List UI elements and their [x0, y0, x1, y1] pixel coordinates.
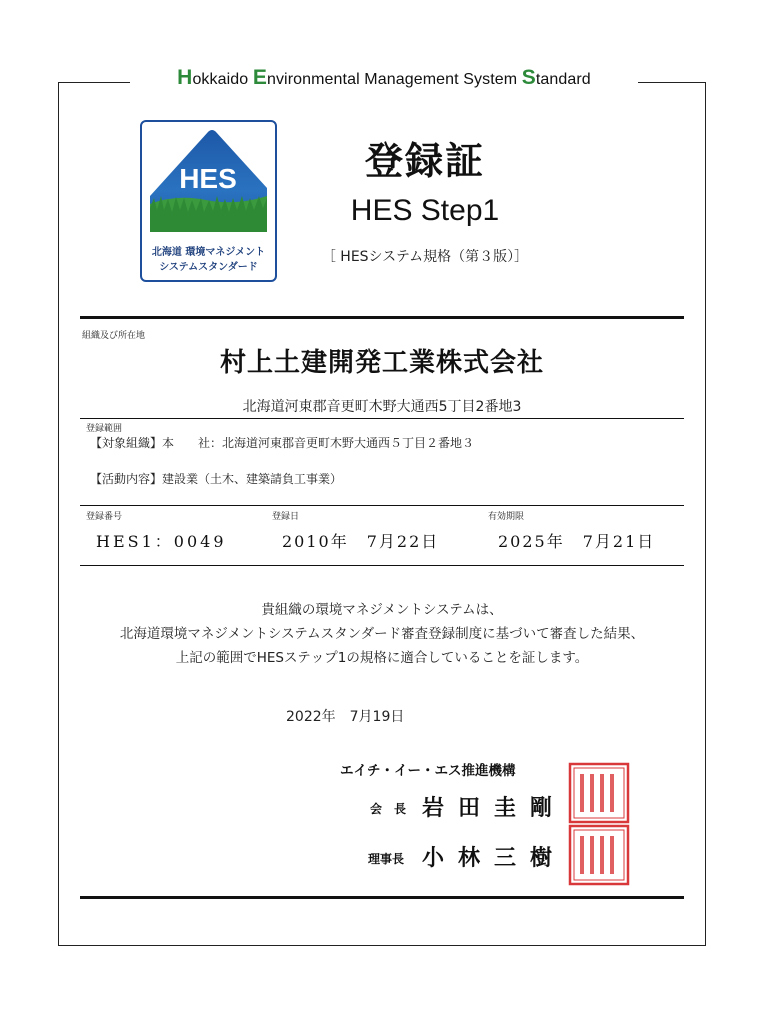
header-title-part-3: Standard — [521, 66, 591, 89]
hes-mountain-icon — [146, 126, 271, 236]
organization-label: 組織及び所在地 — [82, 331, 146, 341]
divider-footer — [80, 896, 684, 899]
organization-seal — [568, 762, 630, 886]
logo-text-line1: 北海道 環境マネジメント — [151, 247, 266, 258]
issue-date: 2022年 7月19日 — [286, 709, 405, 725]
divider-scope — [80, 418, 684, 419]
scope-target-line: 【対象組織】本 社：北海道河東郡音更町木野大通西５丁目２番地３ — [90, 436, 475, 450]
statement-line-3: 上記の範囲でHESステップ1の規格に適合していることを証します。 — [175, 650, 589, 666]
president-role: 会 長 — [370, 802, 407, 816]
standard-version: ［ HESシステム規格（第３版）］ — [321, 249, 529, 265]
chair-role: 理事長 — [368, 852, 405, 866]
logo-text-line2: システムスタンダード — [159, 262, 258, 273]
expiry-date-label: 有効期限 — [488, 512, 525, 522]
expiry-date: 2025年 7月21日 — [498, 532, 656, 551]
divider-bottom-registration — [80, 565, 684, 566]
registration-number: HES1：0049 — [96, 532, 227, 551]
organization-name: 村上土建開発工業株式会社 — [219, 348, 544, 378]
header-title-part-2: Environmental Management System — [252, 66, 522, 89]
registration-date: 2010年 7月22日 — [282, 532, 440, 551]
statement-line-2: 北海道環境マネジメントシステムスタンダード審査登録制度に基づいて審査した結果、 — [119, 626, 645, 642]
registration-number-label: 登録番号 — [86, 512, 123, 522]
certificate-subtitle: HES Step1 — [350, 194, 500, 227]
organization-address: 北海道河東郡音更町木野大通西5丁目2番地3 — [242, 399, 522, 415]
hes-logo — [140, 120, 277, 282]
header-title-part-1: Hokkaido — [177, 66, 253, 89]
registration-date-label: 登録日 — [272, 512, 300, 522]
hes-logo-mark: HES — [179, 163, 237, 194]
issuing-organization: エイチ・イー・エス推進機構 — [340, 763, 516, 779]
divider-registration — [80, 505, 684, 506]
header-title — [130, 66, 638, 90]
president-name: 岩田圭剛 — [422, 795, 567, 821]
certification-statement — [80, 598, 684, 670]
certificate-title: 登録証 — [364, 138, 485, 183]
divider-top — [80, 316, 684, 319]
scope-label: 登録範囲 — [86, 424, 123, 434]
statement-line-1: 貴組織の環境マネジメントシステムは、 — [261, 602, 503, 618]
scope-activity-line: 【活動内容】建設業（土木、建築請負工事業） — [90, 472, 343, 486]
chair-name: 小林三樹 — [422, 845, 567, 871]
